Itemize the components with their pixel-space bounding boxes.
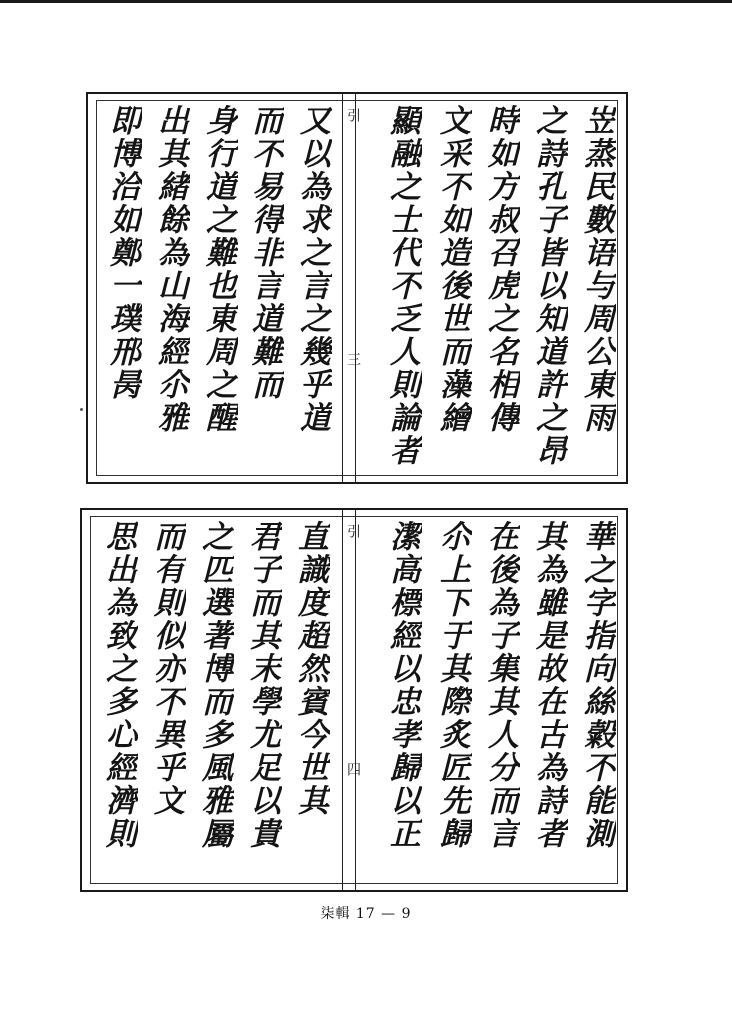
- top-manuscript-page: [86, 92, 628, 484]
- bottom-column-3: 在後為子集其人分而言: [482, 520, 518, 850]
- bottom-column-6: 直識度超然賓今世其: [292, 520, 328, 817]
- top-gutter-mark-mid: 三: [345, 352, 361, 366]
- bottom-column-7: 君子而其末學尤足以貴: [244, 520, 280, 850]
- top-column-8: 身行道之難也東周之醒: [200, 104, 236, 434]
- top-column-3: 時如方叔召虎之名相傳: [482, 104, 518, 434]
- scan-speck: [80, 408, 83, 411]
- page-footer-label: 柒輯 17 — 9: [320, 906, 412, 922]
- bottom-column-2: 其為雖是故在古為詩者: [530, 520, 566, 850]
- top-column-10: 即博洽如鄭一璞邢昺: [104, 104, 140, 401]
- top-column-2: 之詩孔子皆以知道許之昂: [530, 104, 566, 467]
- bottom-gutter-mark-mid: 四: [345, 762, 361, 776]
- top-border-rule: [0, 0, 732, 3]
- top-column-9: 出其緒餘為山海經尒雅: [152, 104, 188, 434]
- bottom-manuscript-page: [80, 508, 628, 892]
- bottom-column-8: 之匹選著博而多風雅屬: [196, 520, 232, 850]
- bottom-gutter-mark-top: 引: [345, 524, 361, 538]
- top-column-5: 顯融之士代不乏人則論者: [384, 104, 420, 467]
- bottom-column-1: 華之字指向絲糓不能測: [578, 520, 614, 850]
- top-column-4: 文采不如造後世而藻繪: [434, 104, 470, 434]
- top-center-gutter: [342, 94, 356, 482]
- bottom-column-4: 尒上下于其際炙匠先歸: [434, 520, 470, 850]
- top-gutter-mark-top: 引: [345, 108, 361, 122]
- bottom-column-10: 思出為致之多心經濟則: [100, 520, 136, 850]
- bottom-column-9: 而有則似亦不異乎文: [148, 520, 184, 817]
- top-column-1: 岦蒸民數语与周公東雨: [578, 104, 614, 434]
- top-column-7: 而不易得非言道難而: [246, 104, 282, 401]
- top-column-6: 又以為求之言之幾乎道: [294, 104, 330, 434]
- bottom-center-gutter: [342, 510, 356, 890]
- bottom-column-5: 潔高標經以忠孝歸以正: [384, 520, 420, 850]
